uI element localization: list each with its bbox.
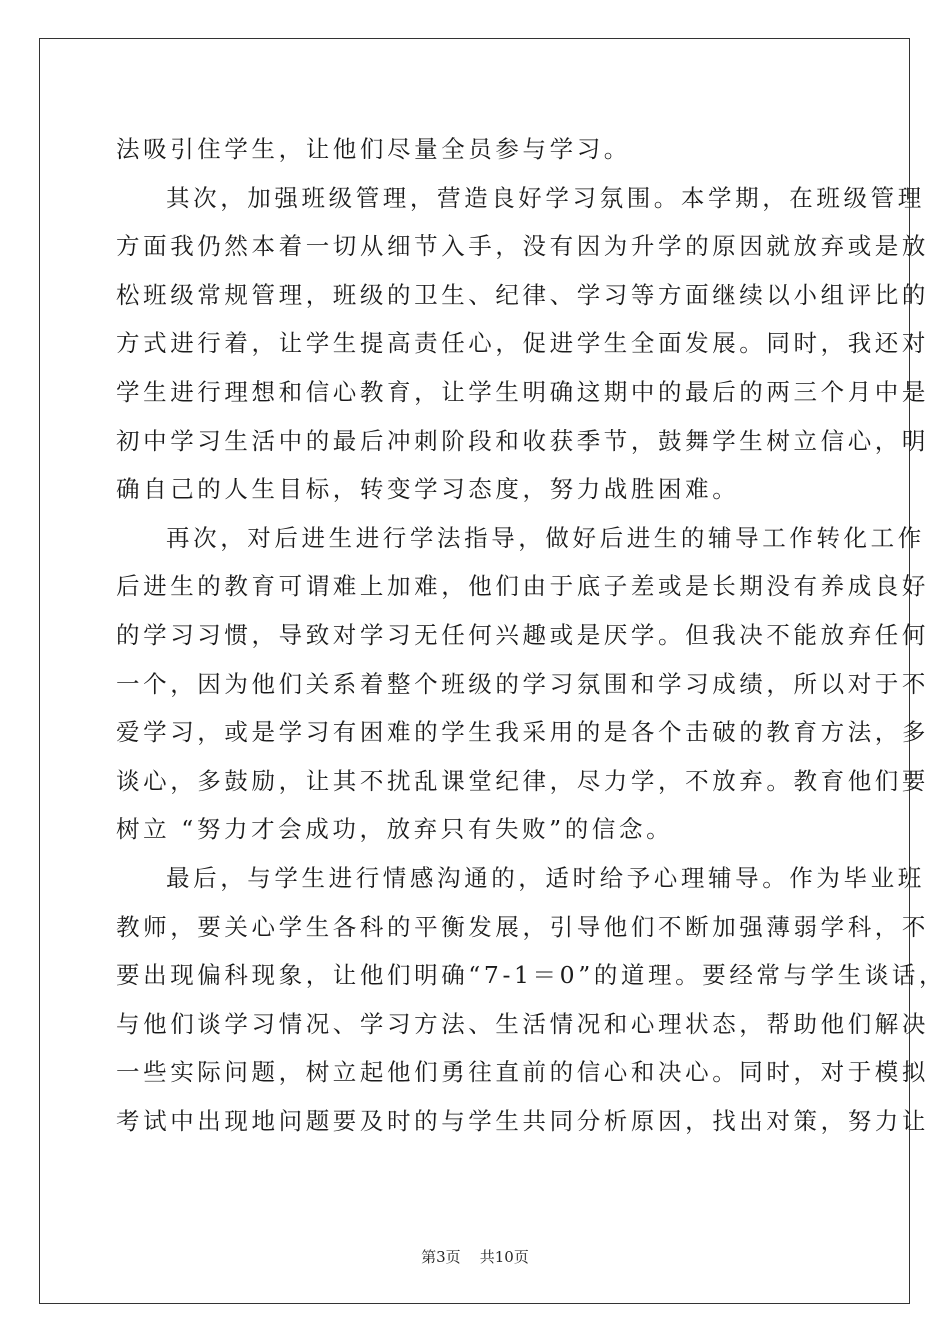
text-line: 一些实际问题，树立起他们勇往直前的信心和决心。同时，对于模拟 <box>116 1058 929 1087</box>
paragraph-start-line: 其次，加强班级管理，营造良好学习氛围。本学期，在班级管理 <box>166 183 925 212</box>
text-line: 后进生的教育可谓难上加难，他们由于底子差或是长期没有养成良好 <box>116 572 929 601</box>
text-line: 谈心，多鼓励，让其不扰乱课堂纪律，尽力学，不放弃。教育他们要 <box>116 766 929 795</box>
text-line: 考试中出现地问题要及时的与学生共同分析原因，找出对策，努力让 <box>116 1106 929 1135</box>
text-line: 的学习习惯，导致对学习无任何兴趣或是厌学。但我决不能放弃任何 <box>116 620 929 649</box>
text-line: 爱学习，或是学习有困难的学生我采用的是各个击破的教育方法，多 <box>116 718 929 747</box>
text-line: 初中学习生活中的最后冲刺阶段和收获季节，鼓舞学生树立信心，明 <box>116 426 929 455</box>
text-line: 树立 “努力才会成功，放弃只有失败”的信念。 <box>116 815 674 844</box>
text-line: 与他们谈学习情况、学习方法、生活情况和心理状态，帮助他们解决 <box>116 1009 929 1038</box>
text-line: 一个，因为他们关系着整个班级的学习氛围和学习成绩，所以对于不 <box>116 669 929 698</box>
text-line: 要出现偏科现象，让他们明确“7-1＝0”的道理。要经常与学生谈话， <box>116 961 947 990</box>
document-body <box>116 125 947 1145</box>
text-line: 学生进行理想和信心教育，让学生明确这期中的最后的两三个月中是 <box>116 377 929 406</box>
paragraph-start-line: 最后，与学生进行情感沟通的，适时给予心理辅导。作为毕业班 <box>166 863 925 892</box>
text-line: 方面我仍然本着一切从细节入手，没有因为升学的原因就放弃或是放 <box>116 232 929 261</box>
text-line: 教师，要关心学生各科的平衡发展，引导他们不断加强薄弱学科，不 <box>116 912 929 941</box>
page-number-footer: 第3页 共10页 <box>421 1248 529 1266</box>
text-line: 法吸引住学生，让他们尽量全员参与学习。 <box>116 135 631 163</box>
text-line: 确自己的人生目标，转变学习态度，努力战胜困难。 <box>116 475 740 504</box>
text-line: 方式进行着，让学生提高责任心，促进学生全面发展。同时，我还对 <box>116 329 929 358</box>
text-line: 松班级常规管理，班级的卫生、纪律、学习等方面继续以小组评比的 <box>116 280 929 309</box>
paragraph-start-line: 再次，对后进生进行学法指导，做好后进生的辅导工作转化工作 <box>166 523 925 552</box>
